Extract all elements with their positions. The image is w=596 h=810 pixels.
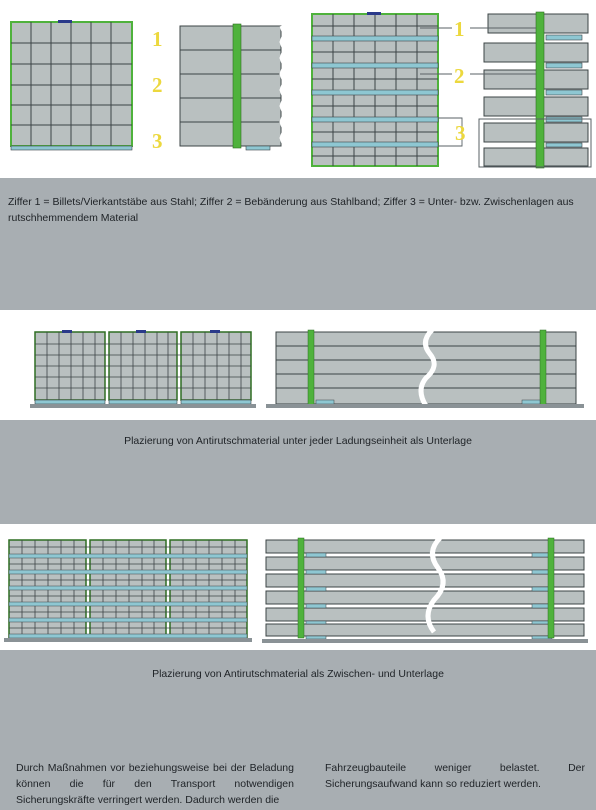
- billet-blocks-with-interlayers: [4, 540, 252, 642]
- figure-1-caption: Ziffer 1 = Billets/Vierkantstäbe aus Stahl; Ziffer 2 = Bebänderung aus Stahlband; Ziffer 3 = Unter- bzw. Zwischenlagen aus rutschhemmendem Material: [8, 196, 574, 224]
- loading-floor: [266, 404, 584, 408]
- loading-floor: [30, 404, 256, 408]
- figure-2-panel: [0, 310, 596, 420]
- marker-1: 1: [152, 27, 163, 51]
- loading-floor: [4, 638, 252, 642]
- figure-1-panel: [0, 0, 596, 178]
- top-clip: [58, 20, 72, 23]
- steel-strap: [233, 24, 241, 148]
- marker-2: 2: [454, 64, 465, 88]
- figure-1-diagram: [0, 0, 596, 178]
- anti-slip-mats: [35, 400, 251, 404]
- figure-3-panel: [0, 524, 596, 650]
- bottom-mat: [11, 146, 132, 150]
- figure-3-diagram: [0, 524, 596, 650]
- body-text-right: Fahrzeugbauteile weniger belastet. Der Sicherungsaufwand kann so reduziert werden.: [325, 762, 585, 790]
- billet-side-view-with-interlayers: [262, 538, 588, 643]
- figure-2-diagram: [0, 310, 596, 420]
- billet-block-side-view: [180, 24, 284, 150]
- body-text-left: Durch Maßnahmen vor beziehungsweise bei der Beladung können die für den Transport notwendigen Sicherungskräfte verringert werden. Dadurch werden die: [16, 762, 294, 806]
- steel-strap: [536, 12, 544, 168]
- loading-floor: [262, 639, 588, 643]
- marker-1: 1: [454, 17, 465, 41]
- billet-stack-side-view-spaced: [479, 12, 591, 168]
- bottom-mat: [246, 146, 270, 150]
- marker-3: 3: [455, 121, 466, 145]
- marker-2: 2: [152, 73, 163, 97]
- marker-3: 3: [152, 129, 163, 153]
- figure-2-caption: Plazierung von Antirutschmaterial unter jeder Ladungseinheit als Unterlage: [124, 435, 472, 447]
- billet-block-end-view: [11, 20, 132, 150]
- billet-side-view: [266, 330, 584, 408]
- billet-blocks-end-view: [30, 330, 256, 408]
- figure-3-caption: Plazierung von Antirutschmaterial als Zwischen- und Unterlage: [152, 668, 444, 680]
- billet-block-with-interlayers: [312, 12, 438, 166]
